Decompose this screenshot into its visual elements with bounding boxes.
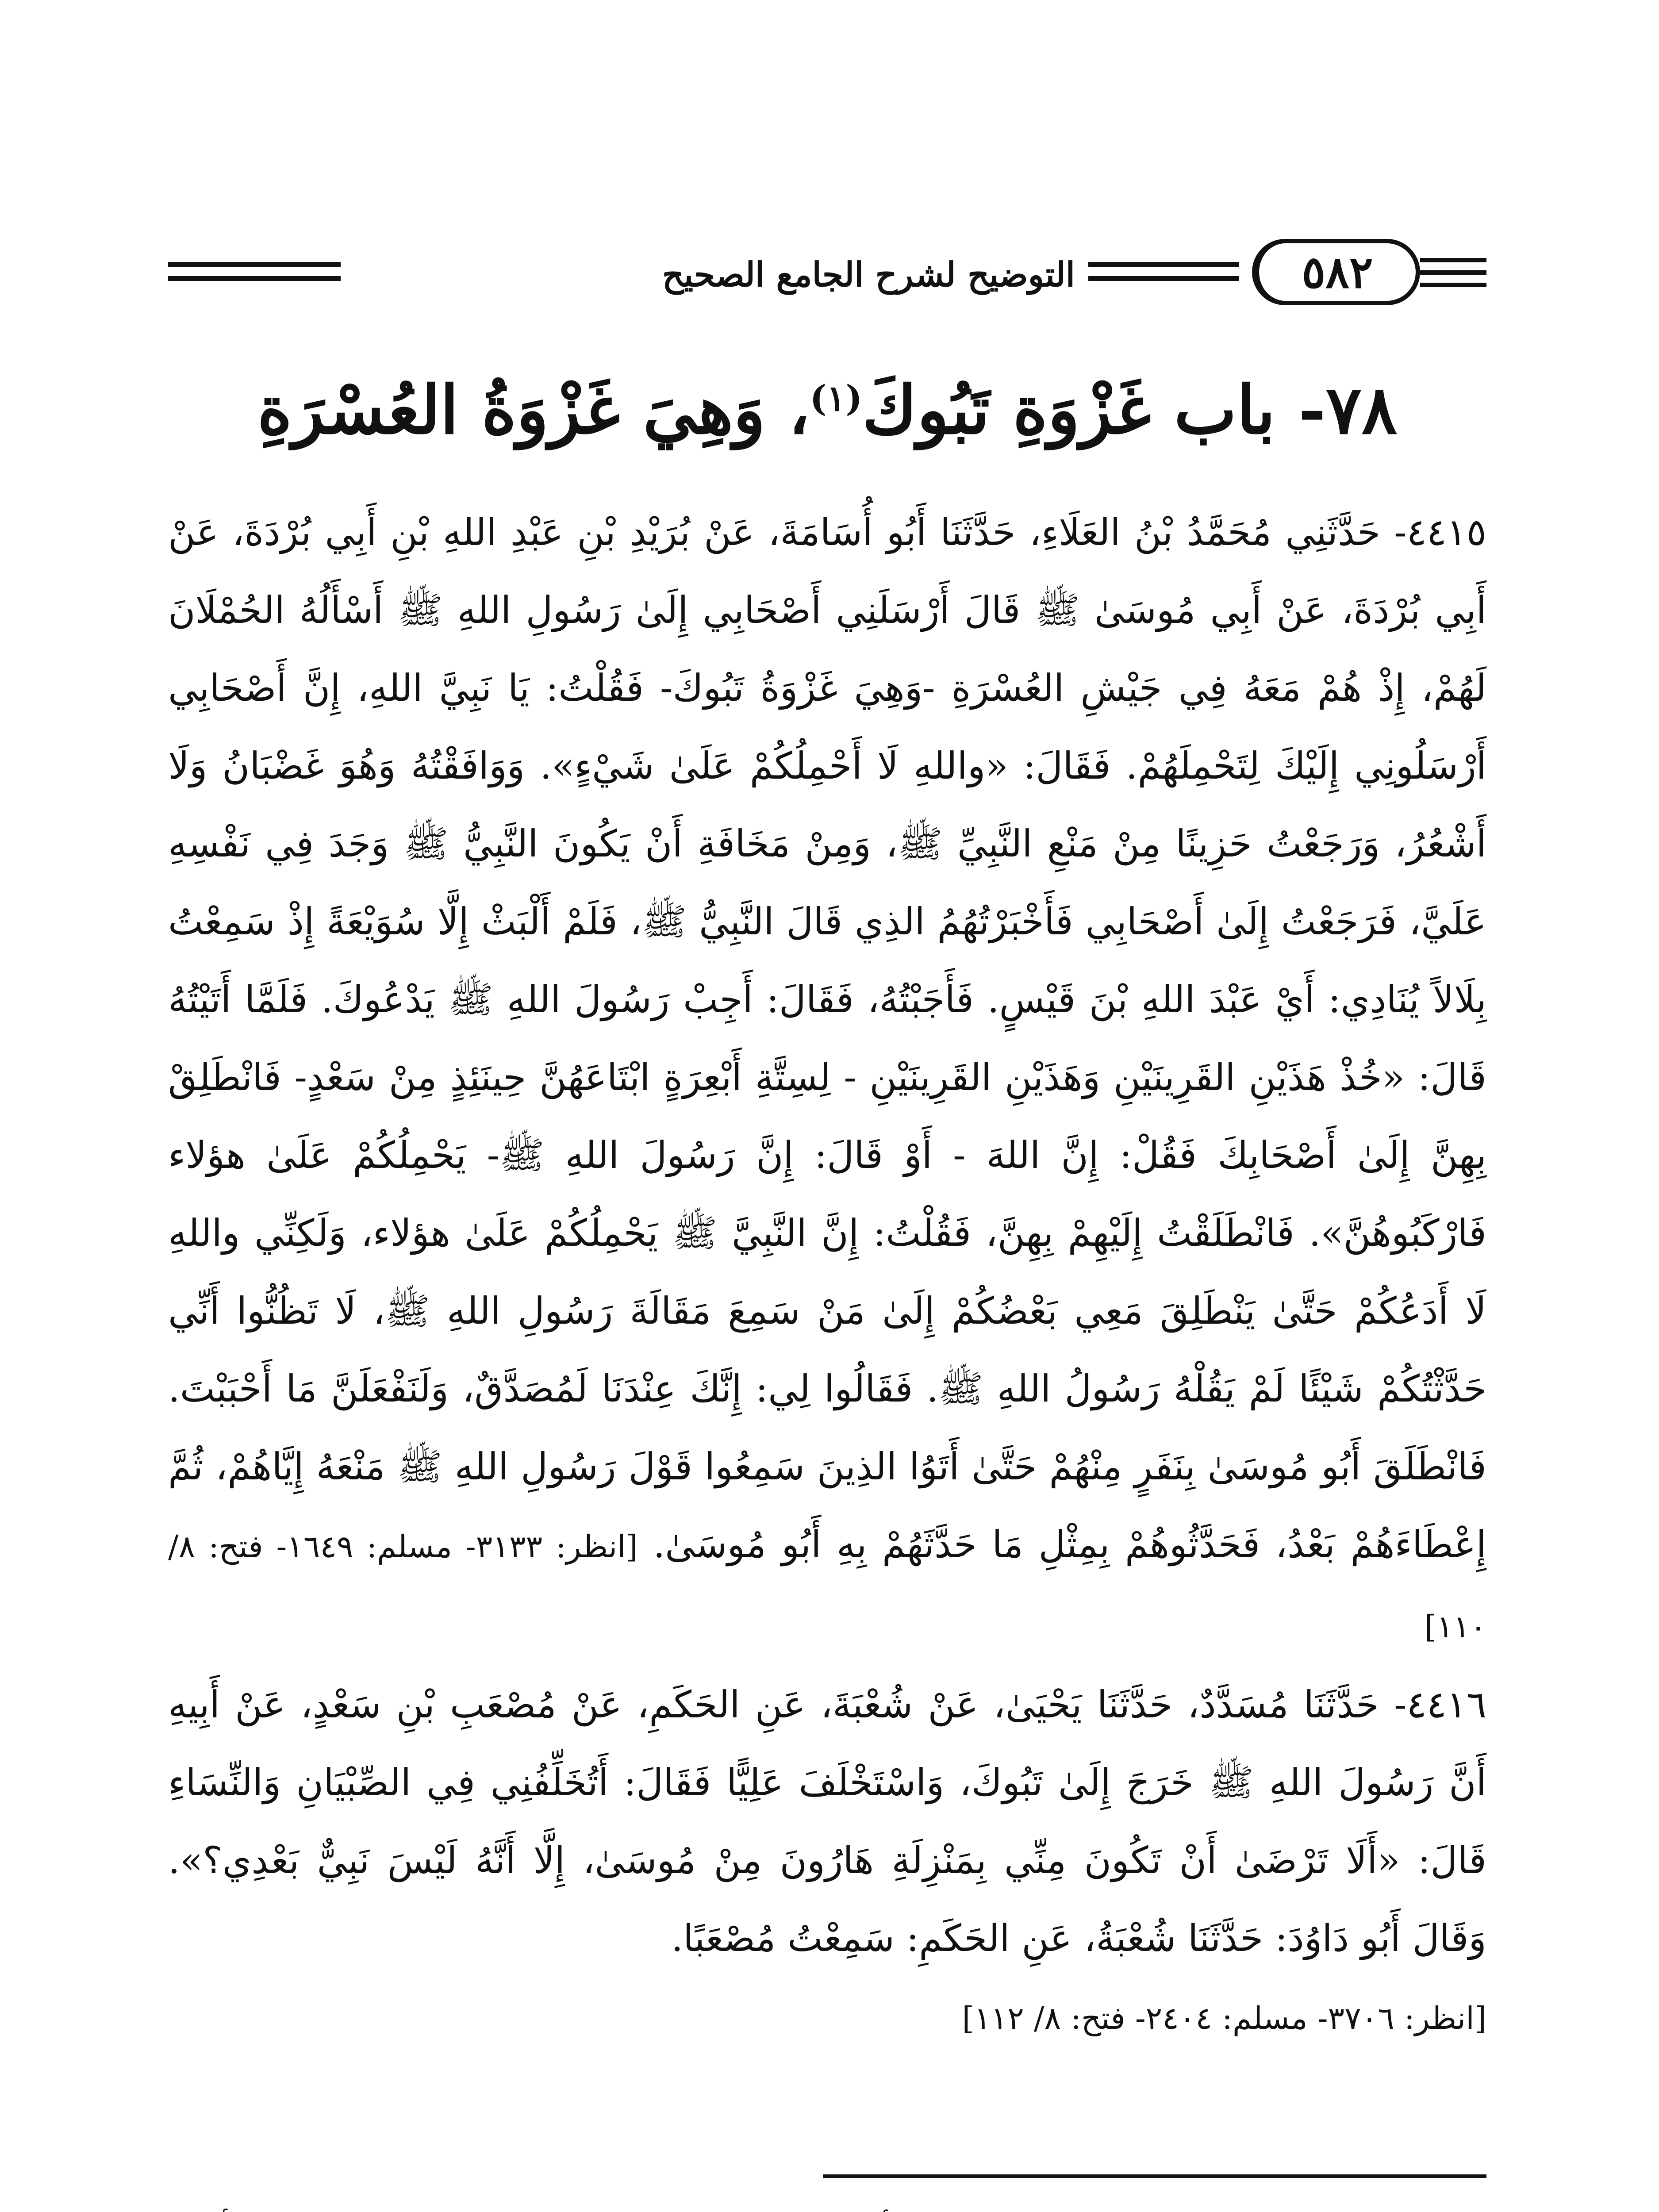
footnote (168, 2197, 1486, 2212)
header-rule (168, 262, 341, 282)
header-rule (1088, 262, 1239, 282)
header-ornament (1420, 254, 1486, 290)
running-header (168, 230, 1486, 319)
hadith-reference: [انظر: ٣٧٠٦- مسلم: ٢٤٠٤- فتح: ٨/ ١١٢] (962, 2000, 1486, 2036)
footnote-number (1447, 2197, 1486, 2212)
hadith-paragraph (168, 493, 1486, 1666)
chapter-subtitle: ، وَهِيَ غَزْوَةُ العُسْرَةِ (257, 371, 810, 449)
running-title: التوضيح لشرح الجامع الصحيح (662, 254, 1075, 294)
hadith-reference-line (168, 1977, 1486, 2057)
page-number: ٥٨٢ (1252, 239, 1420, 305)
chapter-title: ٧٨- باب غَزْوَةِ تَبُوكَ (862, 371, 1398, 449)
hadith-paragraph (168, 1666, 1486, 1977)
footnote-text (168, 2197, 1398, 2212)
footnote-marker: (١) (810, 377, 863, 419)
hadith-text: ٤٤١٦- حَدَّثَنَا مُسَدَّدٌ، حَدَّثَنَا يَحْيَىٰ، عَنْ شُعْبَةَ، عَنِ الحَكَمِ، عَنْ مُصْعَبِ بْنِ سَعْدٍ، عَنْ أَبِيهِ أَنَّ رَسُولَ اللهِ ﷺ خَرَجَ إِلَىٰ تَبُوكَ، وَاسْتَخْلَفَ عَلِيًّا فَقَالَ: أَتُخَلِّفُنِي فِي الصِّبْيَانِ وَالنِّسَاءِ قَالَ: «أَلَا تَرْضَىٰ أَنْ تَكُونَ مِنِّي بِمَنْزِلَةِ هَارُونَ مِنْ مُوسَىٰ، إِلَّا أَنَّهُ لَيْسَ نَبِيٌّ بَعْدِي؟». وَقَالَ أَبُو دَاوُدَ: حَدَّثَنَا شُعْبَةُ، عَنِ الحَكَمِ: سَمِعْتُ مُصْعَبًا. (168, 1683, 1486, 1960)
hadith-text: ٤٤١٥- حَدَّثَنِي مُحَمَّدُ بْنُ العَلَاءِ، حَدَّثَنَا أَبُو أُسَامَةَ، عَنْ بُرَيْدِ بْنِ عَبْدِ اللهِ بْنِ أَبِي بُرْدَةَ، عَنْ أَبِي بُرْدَةَ، عَنْ أَبِي مُوسَىٰ ﷺ قَالَ أَرْسَلَنِي أَصْحَابِي إِلَىٰ رَسُولِ اللهِ ﷺ أَسْأَلُهُ الحُمْلَانَ لَهُمْ، إِذْ هُمْ مَعَهُ فِي جَيْشِ العُسْرَةِ -وَهِيَ غَزْوَةُ تَبُوكَ- فَقُلْتُ: يَا نَبِيَّ اللهِ، إِنَّ أَصْحَابِي أَرْسَلُونِي إِلَيْكَ لِتَحْمِلَهُمْ. فَقَالَ: «واللهِ لَا أَحْمِلُكُمْ عَلَىٰ شَيْءٍ». وَوَافَقْتُهُ وَهُوَ غَضْبَانُ وَلَا أَشْعُرُ، وَرَجَعْتُ حَزِينًا مِنْ مَنْعِ النَّبِيِّ ﷺ، وَمِنْ مَخَافَةِ أَنْ يَكُونَ النَّبِيُّ ﷺ وَجَدَ فِي نَفْسِهِ عَلَيَّ، فَرَجَعْتُ إِلَىٰ أَصْحَابِي فَأَخْبَرْتُهُمُ الذِي قَالَ النَّبِيُّ ﷺ، فَلَمْ أَلْبَثْ إِلَّا سُوَيْعَةً إِذْ سَمِعْتُ بِلَالاً يُنَادِي: أَيْ عَبْدَ اللهِ بْنَ قَيْسٍ. فَأَجَبْتُهُ، فَقَالَ: أَجِبْ رَسُولَ اللهِ ﷺ يَدْعُوكَ. فَلَمَّا أَتَيْتُهُ قَالَ: «خُذْ هَذَيْنِ القَرِينَيْنِ وَهَذَيْنِ القَرِينَيْنِ - لِسِتَّةِ أَبْعِرَةٍ ابْتَاعَهُنَّ حِينَئِذٍ مِنْ سَعْدٍ- فَانْطَلِقْ بِهِنَّ إِلَىٰ أَصْحَابِكَ فَقُلْ: إِنَّ اللهَ - أَوْ قَالَ: إِنَّ رَسُولَ اللهِ ﷺ- يَحْمِلُكُمْ عَلَىٰ هؤلاء فَارْكَبُوهُنَّ». فَانْطَلَقْتُ إِلَيْهِمْ بِهِنَّ، فَقُلْتُ: إِنَّ النَّبِيَّ ﷺ يَحْمِلُكُمْ عَلَىٰ هؤلاء، وَلَكِنِّي واللهِ لَا أَدَعُكُمْ حَتَّىٰ يَنْطَلِقَ مَعِي بَعْضُكُمْ إِلَىٰ مَنْ سَمِعَ مَقَالَةَ رَسُولِ اللهِ ﷺ، لَا تَظُنُّوا أَنِّي حَدَّثْتُكُمْ شَيْئًا لَمْ يَقُلْهُ رَسُولُ اللهِ ﷺ. فَقَالُوا لِي: إِنَّكَ عِنْدَنَا لَمُصَدَّقٌ، وَلَنَفْعَلَنَّ مَا أَحْبَبْتَ. فَانْطَلَقَ أَبُو مُوسَىٰ بِنَفَرٍ مِنْهُمْ حَتَّىٰ أَتَوُا الذِينَ سَمِعُوا قَوْلَ رَسُولِ اللهِ ﷺ مَنْعَهُ إِيَّاهُمْ، ثُمَّ إِعْطَاءَهُمْ بَعْدُ، فَحَدَّثُوهُمْ بِمِثْلِ مَا حَدَّثَهُمْ بِهِ أَبُو مُوسَىٰ. (168, 511, 1486, 1566)
hadith-reference: [انظر: ٣١٣٣- مسلم: ١٦٤٩- فتح: ٨/ ١١٠] (168, 1528, 1486, 1645)
footnote-separator (823, 2174, 1486, 2178)
chapter-heading (168, 349, 1486, 459)
main-text (168, 493, 1486, 2057)
